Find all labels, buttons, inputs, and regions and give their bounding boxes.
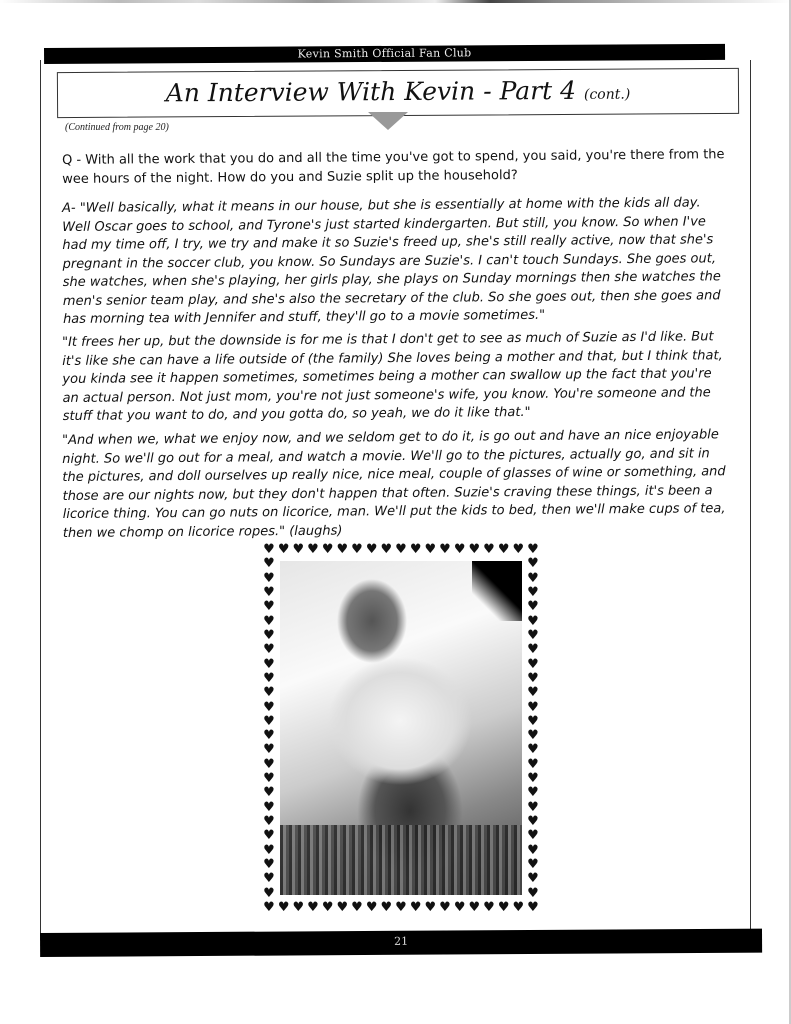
heart-icon: ♥: [527, 556, 539, 572]
heart-icon: ♥: [395, 900, 407, 915]
heart-icon: ♥: [512, 542, 525, 557]
heart-icon: ♥: [527, 542, 539, 557]
heart-icon: ♥: [527, 842, 539, 858]
heart-icon: ♥: [527, 871, 539, 887]
heart-icon: ♥: [292, 900, 305, 915]
heart-icon: ♥: [527, 627, 539, 643]
heart-icon: ♥: [263, 556, 275, 572]
heart-icon: ♥: [527, 771, 539, 787]
heart-icon: ♥: [263, 885, 275, 901]
heart-icon: ♥: [453, 542, 466, 557]
heart-icon: ♥: [263, 742, 275, 758]
heart-icon: ♥: [424, 542, 437, 557]
heart-icon: ♥: [336, 900, 349, 915]
heart-icon: ♥: [395, 542, 407, 557]
heart-icon: ♥: [527, 728, 539, 744]
photo-quilt: [280, 825, 522, 895]
heart-icon: ♥: [351, 900, 363, 915]
heart-icon: ♥: [277, 900, 290, 915]
heart-icon: ♥: [292, 542, 305, 557]
heart-icon: ♥: [263, 728, 275, 744]
heart-icon: ♥: [307, 900, 319, 915]
answer-paragraph: A- "Well basically, what it means in our house, but she is essentially at home with the kids all day. Well Oscar goes to school, and Tyrone's just started kindergarten. But still, you know. So when I've had my time off, I try, we try and make it so Suzie's freed up, she's still really active, now that she's pregnant in the soccer club, you know. So Sundays are Suzie's. I can't touch Sundays. She goes out, she watches, when she's playing, her girls play, she plays on Sunday mornings then she watches the men's senior team play, and she's also the secretary of the club. So she goes out, then she goes and has morning tea with Jennifer and stuff, they'll go to a movie sometimes.": [62, 195, 721, 327]
answer-paragraph: "And when we, what we enjoy now, and we seldom get to do it, is go out and have an nice enjoyable night. So we'll go out for a meal, and watch a movie. We'll go to the pictures, actually go, and sit in the pictures, and doll ourselves up really nice, nice meal, couple of glasses of wine or something, and those are our nights now, but they don't happen that often. Suzie's craving these things, it's been a licorice thing. You can go nuts on licorice, man. We'll put the kids to bed, then we'll make cups of tea, then we chomp on licorice ropes." (laughs): [62, 427, 726, 541]
heart-icon: ♥: [483, 900, 495, 915]
heart-icon: ♥: [497, 542, 510, 557]
heart-icon: ♥: [365, 900, 378, 915]
heart-icon: ♥: [263, 699, 275, 715]
page-number: 21: [394, 934, 409, 948]
heart-icon: ♥: [380, 542, 393, 557]
heart-icon: ♥: [527, 756, 539, 772]
heart-icon: ♥: [263, 799, 275, 815]
heart-icon: ♥: [263, 670, 275, 686]
article-title: [58, 75, 738, 108]
answer-paragraph: "It frees her up, but the downside is for me is that I don't get to see as much of Suzie as I'd like. But it's like she can have a life outside of (the family) She loves being a mother and that, but I think that, you kinda see it happen sometimes, sometimes being a mother can swallow up the fact that you're an actual person. Not just mom, you're not just someone's wife, you know. You're someone and the stuff that you want to do, and you gotta do, so yeah, we do it like that.": [62, 329, 723, 424]
heart-icon: ♥: [263, 828, 275, 844]
heart-icon: ♥: [527, 742, 539, 758]
heart-icon: ♥: [527, 828, 539, 844]
heart-icon: ♥: [263, 785, 275, 801]
heart-icon: ♥: [527, 642, 539, 658]
heart-icon: ♥: [527, 670, 539, 686]
heart-icon: ♥: [527, 613, 539, 629]
heart-icon: ♥: [424, 900, 437, 915]
heart-icon: ♥: [527, 599, 539, 615]
heart-icon: ♥: [263, 584, 275, 600]
heart-icon: ♥: [483, 542, 495, 557]
continued-note: (Continued from page 20): [65, 122, 169, 133]
heart-icon: ♥: [527, 799, 539, 815]
heart-icon: ♥: [263, 900, 275, 915]
question-paragraph: Q - With all the work that you do and all the time you've got to spend, you said, you're there from the wee hours of the night. How do you and Suzie split up the household?: [62, 147, 725, 187]
heart-icon: ♥: [439, 900, 451, 915]
heart-icon: ♥: [527, 900, 539, 915]
heart-icon: ♥: [336, 542, 349, 557]
heart-icon: ♥: [263, 857, 275, 873]
heart-icon: ♥: [263, 542, 275, 557]
heart-icon: ♥: [321, 900, 334, 915]
triangle-pointer-icon: [368, 112, 408, 130]
heart-icon: ♥: [263, 685, 275, 701]
title-box: [57, 68, 739, 118]
heart-icon: ♥: [468, 900, 481, 915]
heart-icon: ♥: [527, 570, 539, 586]
heart-icon: ♥: [263, 842, 275, 858]
heart-icon: ♥: [263, 599, 275, 615]
heart-icon: ♥: [527, 584, 539, 600]
heart-icon: ♥: [263, 627, 275, 643]
photo-shadow: [472, 561, 522, 621]
heart-icon: ♥: [409, 900, 422, 915]
heart-icon: ♥: [365, 542, 378, 557]
heart-icon: ♥: [497, 900, 510, 915]
heart-icon: ♥: [527, 699, 539, 715]
heart-icon: ♥: [527, 857, 539, 873]
photo-frame: [262, 543, 540, 915]
heart-icon: ♥: [263, 871, 275, 887]
heart-icon: ♥: [263, 642, 275, 658]
baby-photo: [280, 561, 522, 895]
heart-icon: ♥: [527, 814, 539, 830]
heart-icon: ♥: [351, 542, 363, 557]
heart-icon: ♥: [277, 542, 290, 557]
heart-icon: ♥: [527, 885, 539, 901]
heart-icon: ♥: [263, 613, 275, 629]
club-name: Kevin Smith Official Fan Club: [297, 46, 472, 61]
scan-edge-artifact: [0, 0, 791, 3]
heart-icon: ♥: [263, 756, 275, 772]
heart-icon: ♥: [439, 542, 451, 557]
footer-bar: [40, 929, 762, 957]
heart-icon: ♥: [263, 570, 275, 586]
heart-icon: ♥: [512, 900, 525, 915]
heart-icon: ♥: [263, 814, 275, 830]
heart-icon: ♥: [527, 656, 539, 672]
heart-icon: ♥: [453, 900, 466, 915]
heart-icon: ♥: [321, 542, 334, 557]
heart-icon: ♥: [468, 542, 481, 557]
heart-icon: ♥: [263, 771, 275, 787]
heart-icon: ♥: [409, 542, 422, 557]
article-title-suffix: (cont.): [583, 86, 631, 103]
heart-icon: ♥: [527, 685, 539, 701]
heart-icon: ♥: [307, 542, 319, 557]
article-title-main: An Interview With Kevin - Part 4: [165, 75, 577, 108]
heart-icon: ♥: [380, 900, 393, 915]
heart-icon: ♥: [263, 713, 275, 729]
heart-icon: ♥: [263, 656, 275, 672]
heart-icon: ♥: [527, 785, 539, 801]
heart-icon: ♥: [527, 713, 539, 729]
